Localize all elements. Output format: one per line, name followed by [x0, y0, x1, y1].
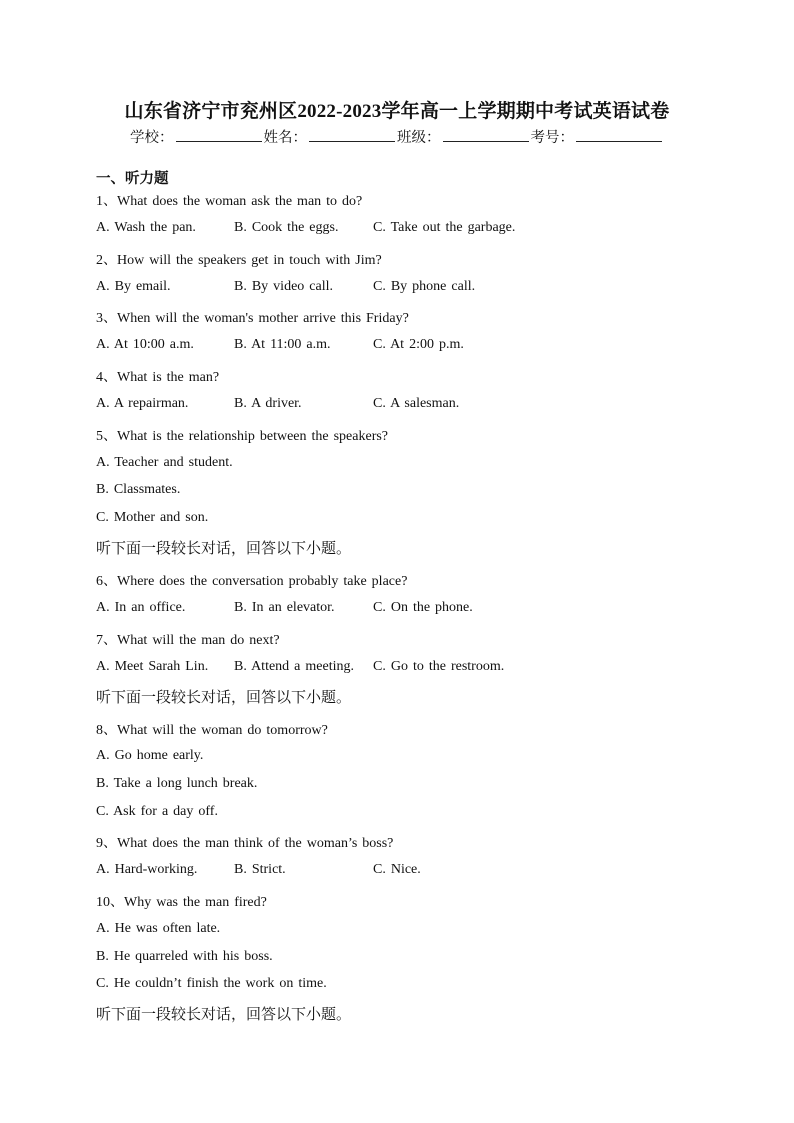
q3-option-a: A. At 10:00 a.m.	[96, 337, 194, 352]
class-field[interactable]	[443, 128, 529, 142]
q1-option-a: A. Wash the pan.	[96, 220, 196, 235]
exam-number-field[interactable]	[576, 128, 662, 142]
section-heading: 一、听力题	[96, 171, 169, 187]
q6-option-b: B. In an elevator.	[234, 600, 335, 615]
page-title: 山东省济宁市兖州区2022-2023学年高一上学期期中考试英语试卷	[124, 101, 670, 122]
q9-option-b: B. Strict.	[234, 862, 286, 877]
q7-option-b: B. Attend a meeting.	[234, 659, 354, 674]
student-info-line	[0, 126, 794, 147]
question-3: 3、When will the woman's mother arrive this Friday?	[96, 311, 409, 326]
instruction-2: 听下面一段较长对话，回答以下小题。	[96, 690, 352, 706]
name-field[interactable]	[309, 128, 395, 142]
q3-option-b: B. At 11:00 a.m.	[234, 337, 331, 352]
q9-option-c: C. Nice.	[373, 862, 421, 877]
q3-option-c: C. At 2:00 p.m.	[373, 337, 464, 352]
question-9: 9、What does the man think of the woman’s boss?	[96, 836, 394, 851]
q4-option-a: A. A repairman.	[96, 396, 189, 411]
q6-option-a: A. In an office.	[96, 600, 186, 615]
question-2: 2、How will the speakers get in touch with Jim?	[96, 253, 382, 268]
school-field[interactable]	[176, 128, 262, 142]
q10-option-c: C. He couldn’t finish the work on time.	[96, 976, 327, 991]
q2-option-b: B. By video call.	[234, 279, 333, 294]
q2-option-a: A. By email.	[96, 279, 171, 294]
q8-option-b: B. Take a long lunch break.	[96, 776, 258, 791]
question-1: 1、What does the woman ask the man to do?	[96, 194, 363, 209]
question-8: 8、What will the woman do tomorrow?	[96, 723, 328, 738]
q6-option-c: C. On the phone.	[373, 600, 473, 615]
q10-option-b: B. He quarreled with his boss.	[96, 949, 273, 964]
question-10: 10、Why was the man fired?	[96, 895, 267, 910]
instruction-3: 听下面一段较长对话，回答以下小题。	[96, 1007, 352, 1023]
q1-option-c: C. Take out the garbage.	[373, 220, 516, 235]
class-label: 班级：	[397, 130, 441, 146]
q4-option-c: C. A salesman.	[373, 396, 460, 411]
q5-option-a: A. Teacher and student.	[96, 455, 233, 470]
q7-option-c: C. Go to the restroom.	[373, 659, 505, 674]
q5-option-b: B. Classmates.	[96, 482, 181, 497]
school-label: 学校：	[130, 130, 174, 146]
name-label: 姓名：	[263, 130, 307, 146]
q5-option-c: C. Mother and son.	[96, 510, 209, 525]
q10-option-a: A. He was often late.	[96, 921, 221, 936]
question-4: 4、What is the man?	[96, 370, 220, 385]
q8-option-a: A. Go home early.	[96, 748, 204, 763]
exam-number-label: 考号：	[530, 130, 574, 146]
q9-option-a: A. Hard-working.	[96, 862, 198, 877]
q4-option-b: B. A driver.	[234, 396, 302, 411]
q2-option-c: C. By phone call.	[373, 279, 476, 294]
q1-option-b: B. Cook the eggs.	[234, 220, 339, 235]
q7-option-a: A. Meet Sarah Lin.	[96, 659, 209, 674]
question-6: 6、Where does the conversation probably take place?	[96, 574, 408, 589]
instruction-1: 听下面一段较长对话，回答以下小题。	[96, 541, 352, 557]
question-5: 5、What is the relationship between the speakers?	[96, 429, 389, 444]
question-7: 7、What will the man do next?	[96, 633, 280, 648]
q8-option-c: C. Ask for a day off.	[96, 804, 218, 819]
